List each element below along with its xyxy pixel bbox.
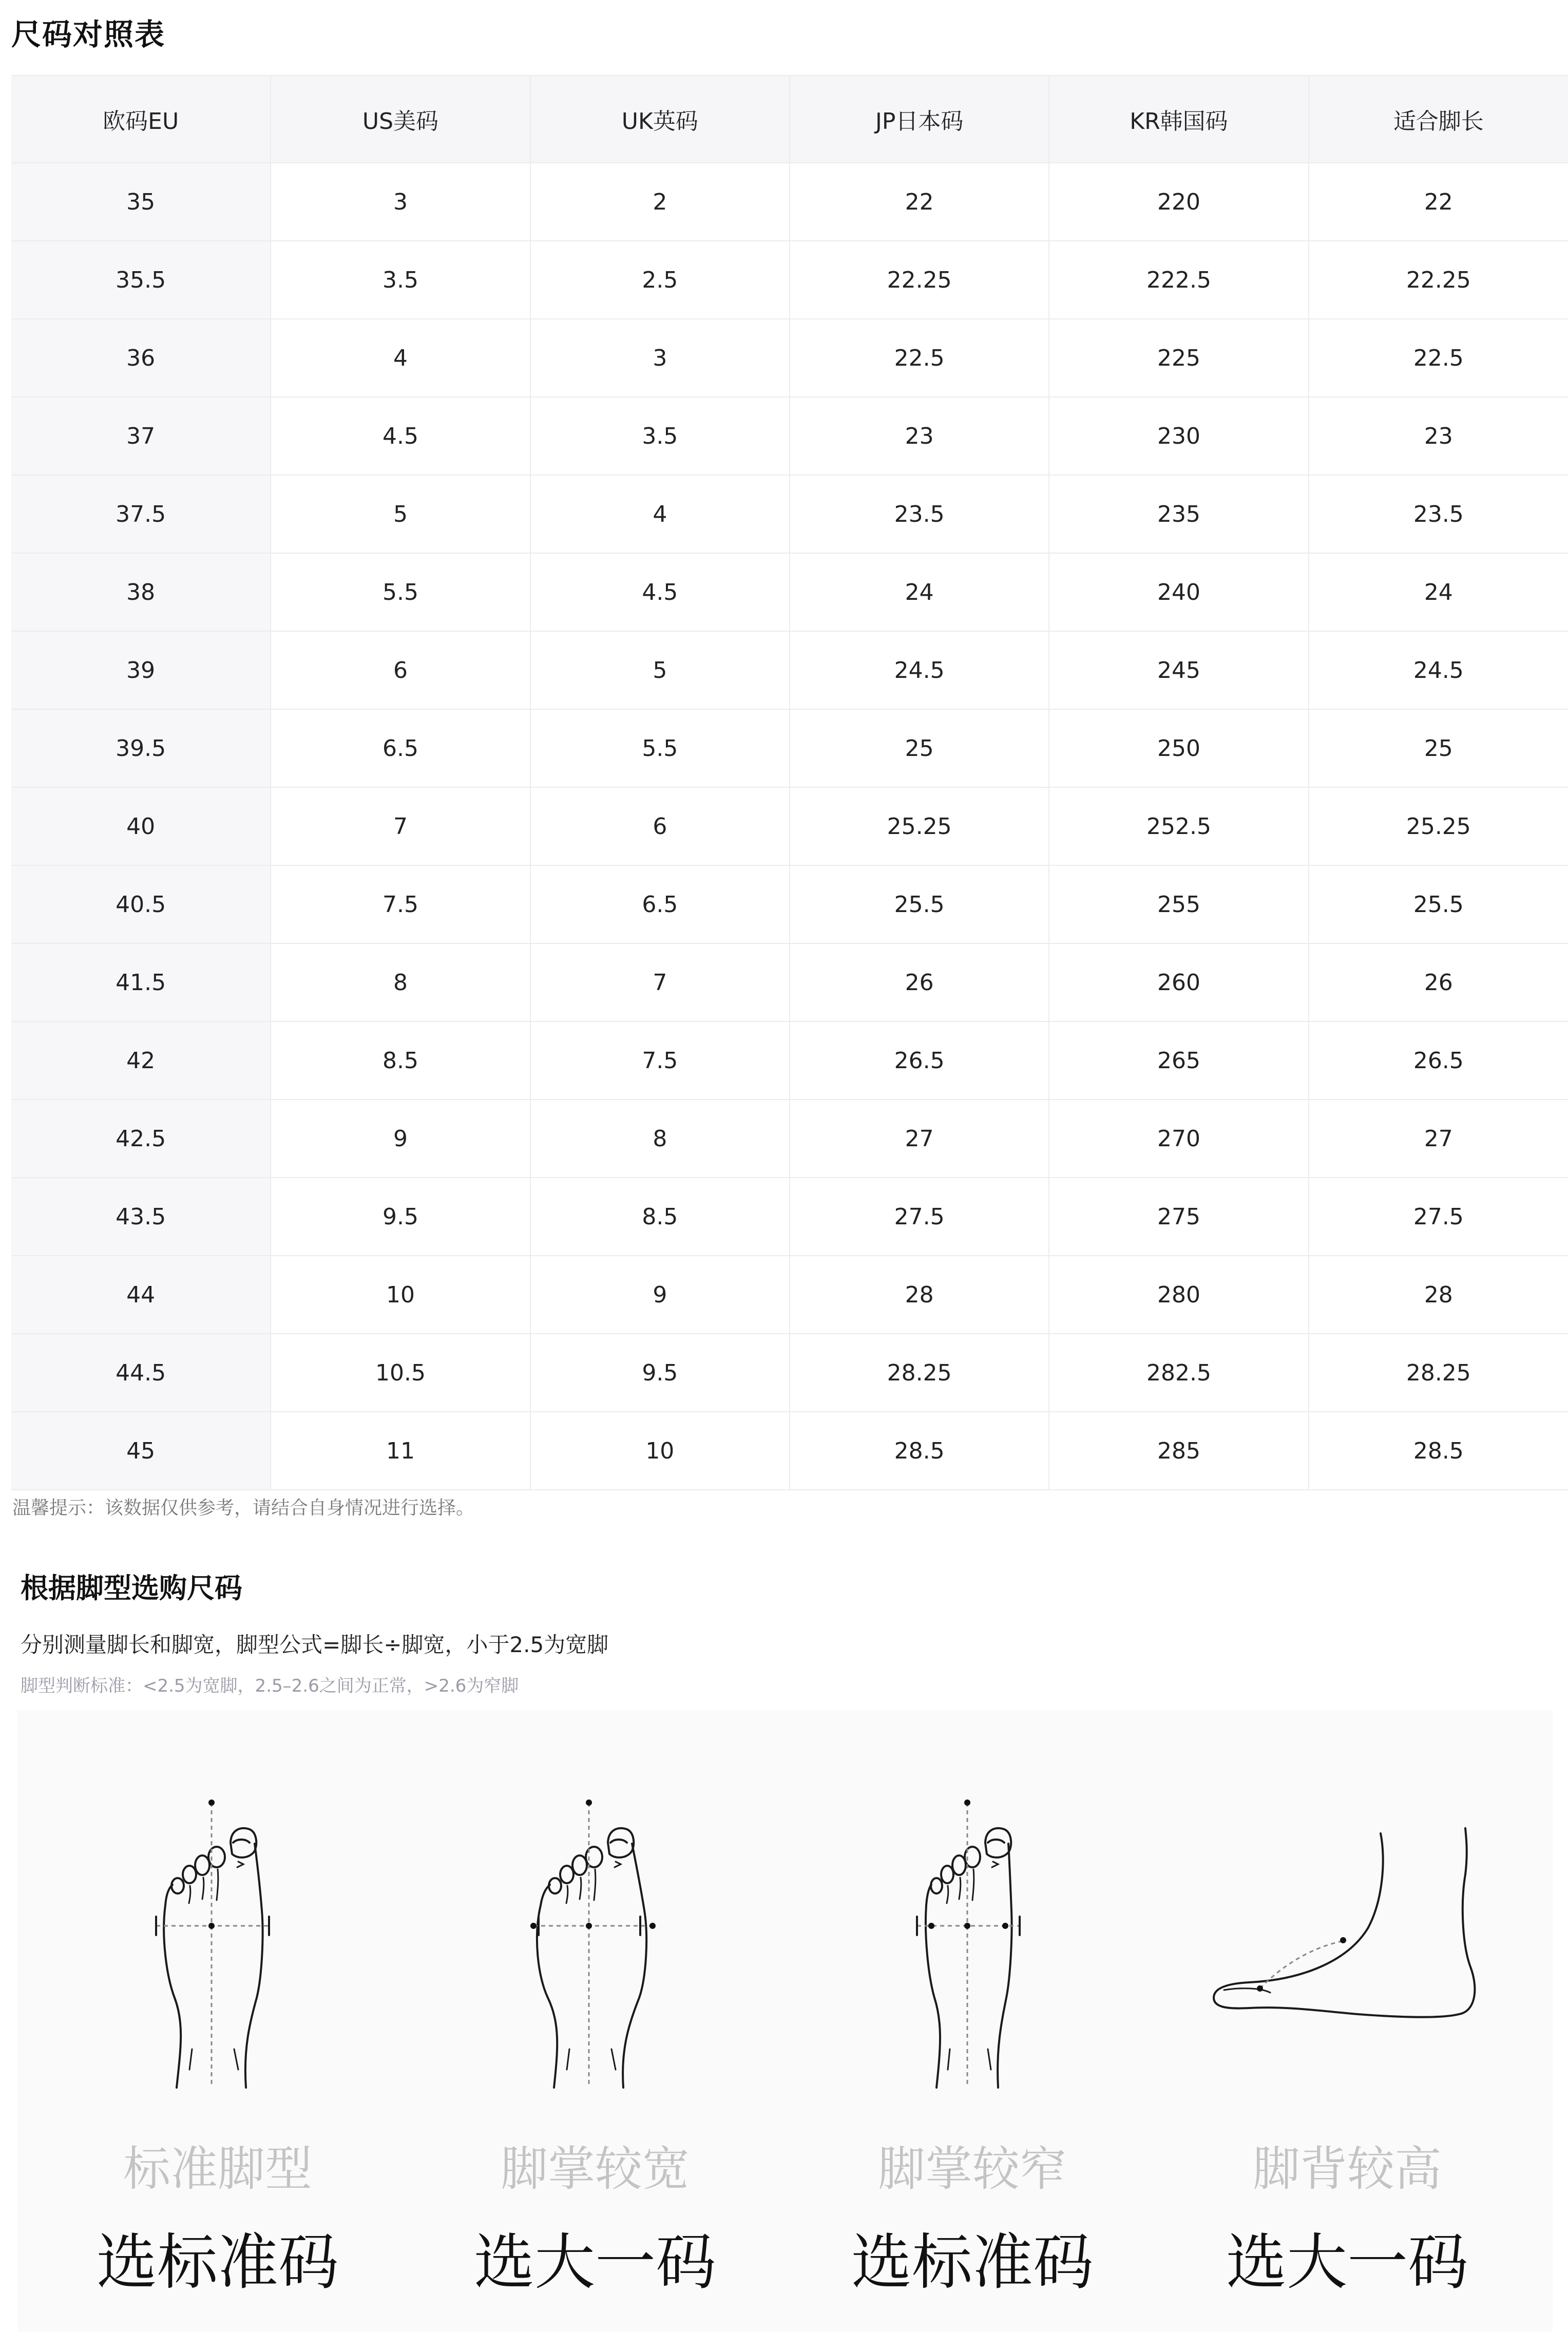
table-cell: 4 [271, 319, 530, 397]
table-cell: 27 [790, 1100, 1049, 1178]
table-cell: 25.25 [790, 787, 1049, 865]
table-cell: 42 [11, 1021, 271, 1100]
table-row [11, 1256, 1568, 1334]
size-advice: 选标准码 [96, 2227, 339, 2298]
size-advice: 选大一码 [1226, 2227, 1468, 2298]
table-cell: 44 [11, 1256, 271, 1334]
table-row [11, 865, 1568, 943]
column-header: UK英码 [530, 75, 790, 163]
table-cell: 5 [530, 631, 790, 709]
table-row [11, 1334, 1568, 1412]
table-header-row [11, 75, 1568, 163]
table-cell: 27 [1309, 1100, 1568, 1178]
table-cell: 4 [530, 475, 790, 553]
table-cell: 26.5 [790, 1021, 1049, 1100]
table-cell: 9.5 [271, 1178, 530, 1256]
table-cell: 5.5 [271, 553, 530, 631]
table-cell: 6 [530, 787, 790, 865]
table-cell: 9.5 [530, 1334, 790, 1412]
foot-type-panel [17, 1710, 1553, 2332]
table-cell: 230 [1049, 397, 1308, 475]
table-cell: 235 [1049, 475, 1308, 553]
table-cell: 27.5 [790, 1178, 1049, 1256]
table-cell: 225 [1049, 319, 1308, 397]
table-cell: 40 [11, 787, 271, 865]
table-cell: 25.5 [1309, 865, 1568, 943]
table-cell: 3.5 [271, 241, 530, 319]
table-cell: 22.25 [1309, 241, 1568, 319]
foot-high-instep-icon [1203, 1782, 1491, 2090]
table-cell: 270 [1049, 1100, 1308, 1178]
table-cell: 22.25 [790, 241, 1049, 319]
table-row [11, 709, 1568, 787]
table-cell: 8.5 [271, 1021, 530, 1100]
foot-type-label: 脚背较高 [1252, 2142, 1442, 2196]
table-cell: 4.5 [530, 553, 790, 631]
table-cell: 28.5 [1309, 1412, 1568, 1490]
table-cell: 25 [790, 709, 1049, 787]
table-cell: 40.5 [11, 865, 271, 943]
table-cell: 10 [530, 1412, 790, 1490]
table-cell: 2 [530, 163, 790, 241]
table-cell: 6 [271, 631, 530, 709]
table-cell: 220 [1049, 163, 1308, 241]
size-advice: 选大一码 [473, 2227, 716, 2298]
table-cell: 23 [790, 397, 1049, 475]
tip-text: 温馨提示：该数据仅供参考，请结合自身情况进行选择。 [12, 1498, 475, 1519]
table-row [11, 163, 1568, 241]
table-cell: 265 [1049, 1021, 1308, 1100]
table-row [11, 787, 1568, 865]
table-row [11, 241, 1568, 319]
table-row [11, 1100, 1568, 1178]
table-cell: 23 [1309, 397, 1568, 475]
table-cell: 36 [11, 319, 271, 397]
table-cell: 240 [1049, 553, 1308, 631]
foot-wide-icon [518, 1782, 672, 2090]
foot-type-label: 脚掌较宽 [500, 2142, 690, 2196]
table-body [11, 163, 1568, 1490]
table-cell: 39.5 [11, 709, 271, 787]
table-cell: 22 [1309, 163, 1568, 241]
page-title: 尺码对照表 [11, 17, 166, 52]
guide-description: 分别测量脚长和脚宽，脚型公式=脚长÷脚宽，小于2.5为宽脚 [21, 1632, 609, 1657]
table-cell: 27.5 [1309, 1178, 1568, 1256]
table-cell: 255 [1049, 865, 1308, 943]
foot-type-label: 标准脚型 [123, 2142, 312, 2196]
table-row [11, 1178, 1568, 1256]
table-cell: 37 [11, 397, 271, 475]
table-cell: 23.5 [1309, 475, 1568, 553]
table-cell: 38 [11, 553, 271, 631]
column-header: KR韩国码 [1049, 75, 1308, 163]
table-cell: 22.5 [1309, 319, 1568, 397]
table-cell: 28.25 [790, 1334, 1049, 1412]
table-cell: 6.5 [530, 865, 790, 943]
table-cell: 3.5 [530, 397, 790, 475]
table-cell: 24 [790, 553, 1049, 631]
table-cell: 39 [11, 631, 271, 709]
table-cell: 28.5 [790, 1412, 1049, 1490]
table-cell: 3 [271, 163, 530, 241]
table-cell: 7.5 [530, 1021, 790, 1100]
table-cell: 7 [530, 943, 790, 1021]
table-cell: 8 [530, 1100, 790, 1178]
foot-type-card [451, 1710, 739, 2332]
table-cell: 37.5 [11, 475, 271, 553]
table-cell: 222.5 [1049, 241, 1308, 319]
table-cell: 2.5 [530, 241, 790, 319]
table-cell: 25.5 [790, 865, 1049, 943]
table-cell: 252.5 [1049, 787, 1308, 865]
table-cell: 9 [271, 1100, 530, 1178]
table-row [11, 1021, 1568, 1100]
table-row [11, 943, 1568, 1021]
table-cell: 26 [1309, 943, 1568, 1021]
table-cell: 25 [1309, 709, 1568, 787]
table-cell: 8.5 [530, 1178, 790, 1256]
column-header: US美码 [271, 75, 530, 163]
table-cell: 42.5 [11, 1100, 271, 1178]
table-cell: 6.5 [271, 709, 530, 787]
table-cell: 43.5 [11, 1178, 271, 1256]
column-header: JP日本码 [790, 75, 1049, 163]
table-cell: 3 [530, 319, 790, 397]
table-cell: 250 [1049, 709, 1308, 787]
foot-narrow-icon [895, 1782, 1049, 2090]
table-cell: 28.25 [1309, 1334, 1568, 1412]
table-cell: 44.5 [11, 1334, 271, 1412]
table-cell: 5 [271, 475, 530, 553]
table-cell: 282.5 [1049, 1334, 1308, 1412]
table-cell: 26.5 [1309, 1021, 1568, 1100]
table-cell: 7.5 [271, 865, 530, 943]
table-cell: 35 [11, 163, 271, 241]
table-cell: 41.5 [11, 943, 271, 1021]
column-header: 适合脚长 [1309, 75, 1568, 163]
table-cell: 24 [1309, 553, 1568, 631]
table-cell: 4.5 [271, 397, 530, 475]
table-cell: 22 [790, 163, 1049, 241]
table-cell: 7 [271, 787, 530, 865]
table-cell: 24.5 [1309, 631, 1568, 709]
table-cell: 280 [1049, 1256, 1308, 1334]
table-cell: 28 [790, 1256, 1049, 1334]
table-cell: 45 [11, 1412, 271, 1490]
table-cell: 5.5 [530, 709, 790, 787]
guide-criteria: 脚型判断标准：<2.5为宽脚，2.5–2.6之间为正常，>2.6为窄脚 [21, 1676, 519, 1696]
table-cell: 260 [1049, 943, 1308, 1021]
size-chart-table [11, 75, 1568, 1490]
foot-type-label: 脚掌较窄 [877, 2142, 1067, 2196]
table-cell: 35.5 [11, 241, 271, 319]
table-cell: 275 [1049, 1178, 1308, 1256]
column-header: 欧码EU [11, 75, 271, 163]
table-cell: 8 [271, 943, 530, 1021]
table-cell: 10.5 [271, 1334, 530, 1412]
table-cell: 24.5 [790, 631, 1049, 709]
table-row [11, 553, 1568, 631]
size-advice: 选标准码 [851, 2227, 1094, 2298]
foot-standard-icon [141, 1782, 295, 2090]
foot-type-card [829, 1710, 1116, 2332]
table-cell: 11 [271, 1412, 530, 1490]
table-row [11, 475, 1568, 553]
guide-title: 根据脚型选购尺码 [21, 1572, 242, 1604]
table-cell: 9 [530, 1256, 790, 1334]
foot-type-card [1203, 1710, 1491, 2332]
table-cell: 25.25 [1309, 787, 1568, 865]
table-cell: 23.5 [790, 475, 1049, 553]
table-row [11, 319, 1568, 397]
table-cell: 245 [1049, 631, 1308, 709]
table-cell: 10 [271, 1256, 530, 1334]
foot-type-card [74, 1710, 361, 2332]
table-cell: 285 [1049, 1412, 1308, 1490]
table-row [11, 631, 1568, 709]
table-cell: 26 [790, 943, 1049, 1021]
table-row [11, 397, 1568, 475]
table-cell: 22.5 [790, 319, 1049, 397]
table-row [11, 1412, 1568, 1490]
table-cell: 28 [1309, 1256, 1568, 1334]
